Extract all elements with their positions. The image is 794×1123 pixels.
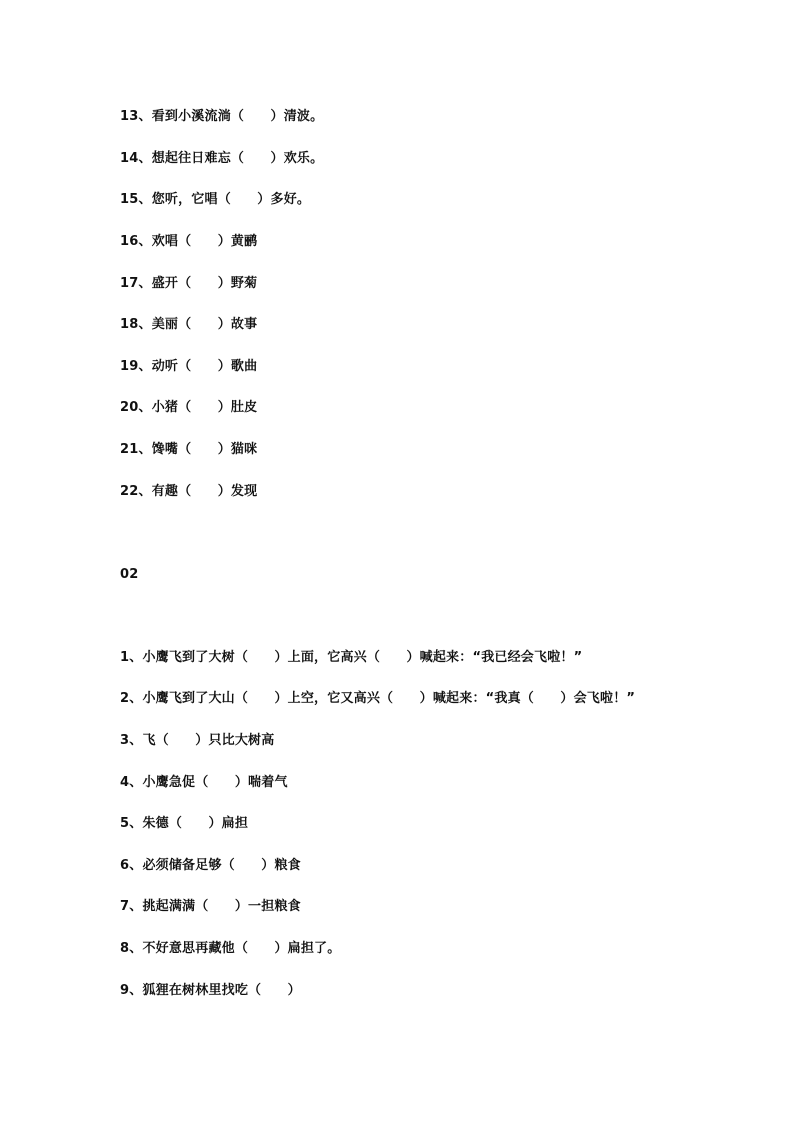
exercise-item-22: 22、有趣（ ）发现 xyxy=(120,484,258,499)
exercise-item-15: 15、您听，它唱（ ）多好。 xyxy=(120,192,311,207)
exercise-item-2: 2、小鹰飞到了大山（ ）上空，它又高兴（ ）喊起来：“我真（ ）会飞啦！” xyxy=(120,691,636,706)
exercise-item-8: 8、不好意思再藏他（ ）扁担了。 xyxy=(120,941,341,956)
exercise-item-13: 13、看到小溪流淌（ ）清波。 xyxy=(120,109,324,124)
exercise-item-6: 6、必须储备足够（ ）粮食 xyxy=(120,858,301,873)
exercise-item-17: 17、盛开（ ）野菊 xyxy=(120,276,258,291)
exercise-item-1: 1、小鹰飞到了大树（ ）上面，它高兴（ ）喊起来：“我已经会飞啦！” xyxy=(120,650,583,665)
exercise-item-4: 4、小鹰急促（ ）喘着气 xyxy=(120,775,288,790)
exercise-item-3: 3、飞（ ）只比大树高 xyxy=(120,733,275,748)
section-heading: 02 xyxy=(120,567,139,582)
worksheet-page xyxy=(120,0,760,1123)
exercise-item-20: 20、小猪（ ）肚皮 xyxy=(120,400,258,415)
exercise-item-5: 5、朱德（ ）扁担 xyxy=(120,816,249,831)
exercise-item-16: 16、欢唱（ ）黄鹂 xyxy=(120,234,258,249)
exercise-item-14: 14、想起往日难忘（ ）欢乐。 xyxy=(120,151,324,166)
exercise-item-9: 9、狐狸在树林里找吃（ ） xyxy=(120,983,301,998)
exercise-item-18: 18、美丽（ ）故事 xyxy=(120,317,258,332)
exercise-item-21: 21、馋嘴（ ）猫咪 xyxy=(120,442,258,457)
exercise-item-19: 19、动听（ ）歌曲 xyxy=(120,359,258,374)
exercise-item-7: 7、挑起满满（ ）一担粮食 xyxy=(120,899,301,914)
